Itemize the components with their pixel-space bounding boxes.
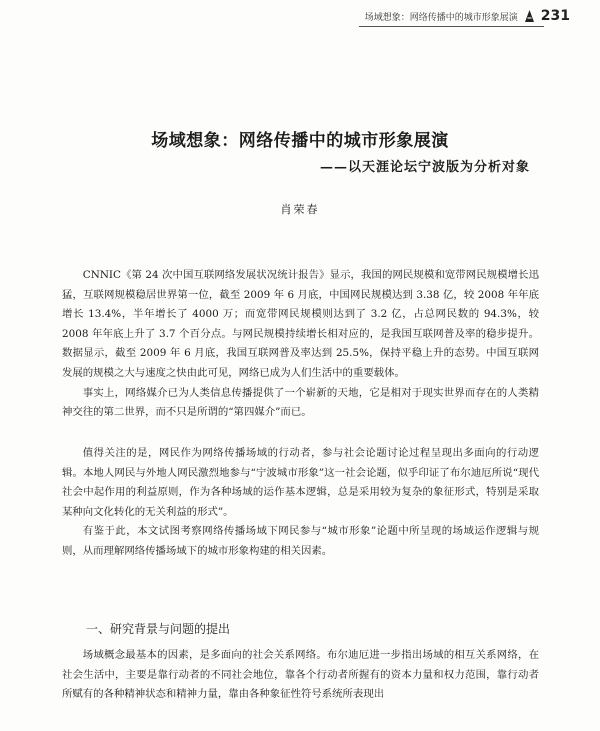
article-title: 场域想象：网络传播中的城市形象展演 <box>151 131 449 151</box>
paragraph: 事实上，网络媒介已为人类信息传播提供了一个崭新的天地，它是相对于现实世界而存在的人类精神交往的第二世界，而不只是所谓的“第四媒介”而已。 <box>62 386 539 419</box>
running-header-title: 场域想象：网络传播中的城市形象展演 <box>364 12 518 23</box>
body-block-section-one <box>62 646 539 705</box>
author-name: 肖荣春 <box>280 203 320 216</box>
running-header <box>365 8 570 24</box>
paragraph: 场域概念最基本的因素，是多面向的社会关系网络。布尔迪厄进一步指出场域的相互关系网络，在社会生活中，主要是靠行动者的不同社会地位，靠各个行动者所握有的资本力量和权力范围，靠行动者所赋有的各种精神状态和精神力量，靠由各种象征性符号系统所表现出 <box>62 649 539 701</box>
paragraph: 有鉴于此，本文试图考察网络传播场域下网民参与“城市形象”论题中所呈现的场域运作逻辑与规则，从而理解网络传播场域下的城市形象构建的相关因素。 <box>62 525 539 557</box>
paragraph: 值得关注的是，网民作为网络传播场域的行动者，参与社会论题讨论过程呈现出多面向的行动逻辑。本地人网民与外地人网民激烈地参与“宁波城市形象”这一社会论题，似乎印证了布尔迪厄所说“现代社会中起作用的利益原则，作为各种场域的运作基本逻辑，总是采用较为复杂的象征形式，特别是采取某种向文化转化的无关利益的形式”。 <box>62 447 539 518</box>
paragraph: CNNIC《第 24 次中国互联网络发展状况统计报告》显示，我国的网民规模和宽带网民规模增长迅猛，互联网规模稳居世界第一位，截至 2009 年 6 月底，中国网民规模达到 3.38 亿，较 2008 年年底增长 13.4%，半年增长了 4000 万；而宽带网民规模则达到了 3.2 亿，占总网民数的 94.3%，较 2008 年年底上升了 3.7 个百分点。与网民规模持续增长相对应的，是我国互联网普及率的稳步提升。数据显示，截至 2009 年 6 月底，我国互联网普及率达到 25.5%，保持平稳上升的态势。中国互联网发展的规模之大与速度之快由此可见，网络已成为人们生活中的重要载体。 <box>62 269 539 379</box>
article-subtitle: ——以天涯论坛宁波版为分析对象 <box>319 160 530 175</box>
section-heading: 一、研究背景与问题的提出 <box>86 622 231 636</box>
journal-logo-icon <box>524 9 535 23</box>
header-rule <box>359 26 544 27</box>
body-block-middle <box>62 444 539 562</box>
body-block-intro <box>62 266 539 423</box>
page-number: 231 <box>540 8 570 24</box>
